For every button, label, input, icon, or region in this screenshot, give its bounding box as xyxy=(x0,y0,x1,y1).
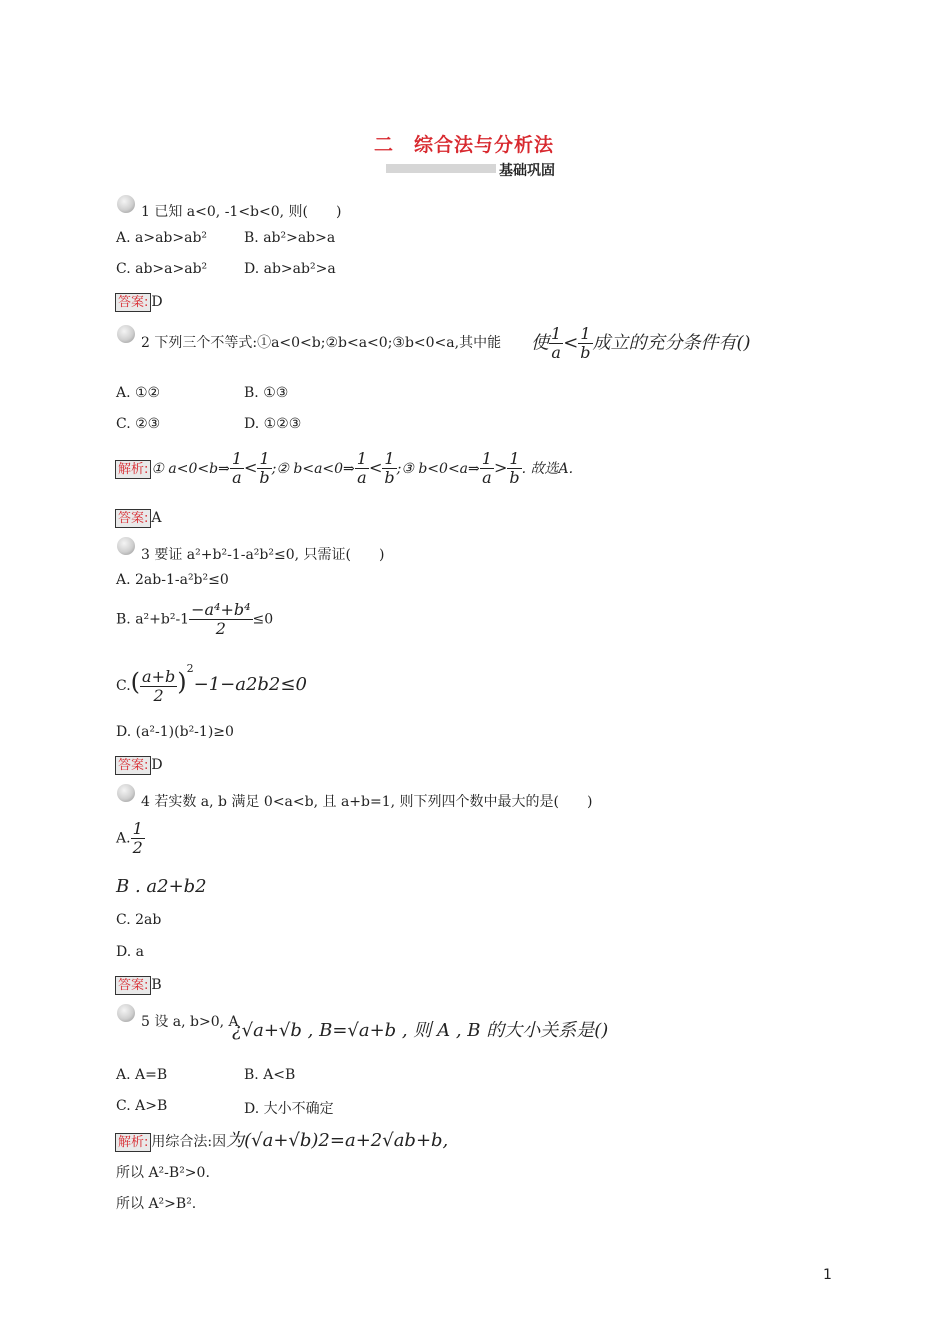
q5-analysis-line-1: 所以 A²-B²>0. xyxy=(116,1165,210,1181)
question-5-condition: ¿√a+√b , B=√a+b , 则 A , B 的大小关系是() xyxy=(232,1020,609,1041)
q1-answer xyxy=(115,291,163,312)
answer-value: A xyxy=(151,510,162,526)
q2-answer xyxy=(115,507,162,528)
q3-option-d: D. (a²-1)(b²-1)≥0 xyxy=(116,724,234,740)
q1-option-b: B. ab²>ab>a xyxy=(244,230,336,246)
answer-tag: 答案: xyxy=(115,293,151,312)
q3-option-c: C.( $\frac{a+b}{2}$ )$^2$−1−a2b2≤0 xyxy=(116,662,307,705)
q1-option-d: D. ab>ab²>a xyxy=(244,261,336,277)
question-2-condition: 使 $\frac{1}{a}$ < $\frac{1}{b}$ 成立的充分条件有() xyxy=(531,324,751,362)
q2-option-b: B. ①③ xyxy=(244,385,289,401)
q4-answer xyxy=(115,974,162,995)
section-subtitle: 基础巩固 xyxy=(499,163,555,179)
q4-option-b: B . a2+b2 xyxy=(116,876,207,897)
analysis-tag: 解析: xyxy=(115,460,151,479)
page-title: 二 综合法与分析法 xyxy=(374,134,555,156)
q3-answer xyxy=(115,754,163,775)
q5-option-b: B. A<B xyxy=(244,1067,296,1083)
question-1-stem: 1 已知 a<0, -1<b<0, 则( ) xyxy=(141,204,342,220)
answer-tag: 答案: xyxy=(115,509,151,528)
section-bar xyxy=(386,164,496,173)
q5-analysis-line-2: 所以 A²>B². xyxy=(116,1196,197,1212)
answer-tag: 答案: xyxy=(115,976,151,995)
question-bubble-icon xyxy=(117,784,135,802)
answer-value: D xyxy=(151,294,163,310)
q5-analysis: 解析: 用综合法:因为(√a+√b)2=a+2√ab+b, xyxy=(115,1126,448,1152)
q2-option-a: A. ①② xyxy=(116,385,161,401)
answer-tag: 答案: xyxy=(115,756,151,775)
q1-option-c: C. ab>a>ab² xyxy=(116,261,208,277)
question-5-stem: 5 设 a, b>0, A xyxy=(141,1014,239,1030)
question-bubble-icon xyxy=(117,195,135,213)
page-number: 1 xyxy=(823,1267,832,1283)
q4-option-d: D. a xyxy=(116,944,144,960)
q3-option-b: B. a²+b²-1 $\frac{\text{−a⁴+b⁴}}{2}$ ≤0 xyxy=(116,600,274,638)
q5-option-a: A. A=B xyxy=(116,1067,168,1083)
answer-value: D xyxy=(151,757,163,773)
question-bubble-icon xyxy=(117,537,135,555)
q5-option-d: D. 大小不确定 xyxy=(244,1101,334,1117)
answer-value: B xyxy=(151,977,162,993)
analysis-tag: 解析: xyxy=(115,1133,151,1152)
question-bubble-icon xyxy=(117,325,135,343)
question-bubble-icon xyxy=(117,1004,135,1022)
q2-option-d: D. ①②③ xyxy=(244,416,302,432)
question-4-stem: 4 若实数 a, b 满足 0<a<b, 且 a+b=1, 则下列四个数中最大的是( ) xyxy=(141,794,593,810)
q3-option-a: A. 2ab-1-a²b²≤0 xyxy=(116,572,229,588)
question-3-stem: 3 要证 a²+b²-1-a²b²≤0, 只需证( ) xyxy=(141,547,385,563)
q4-option-c: C. 2ab xyxy=(116,912,162,928)
q4-option-a: A. $\frac{1}{2}$ xyxy=(116,819,143,857)
q1-option-a: A. a>ab>ab² xyxy=(116,230,208,246)
q2-analysis: 解析: ① a<0<b⇒ $\frac{1}{a}$ < $\frac{1}{b}$ ;② b<a<0⇒ $\frac{1}{a}$ < $\frac{1}{b}$ ;③ b<0<a⇒ $\frac{1}{a}$ > $\frac{1}{b}$ . 故选A. xyxy=(115,450,573,487)
q5-option-c: C. A>B xyxy=(116,1098,168,1114)
q2-option-c: C. ②③ xyxy=(116,416,161,432)
question-2-stem: 2 下列三个不等式:①a<0<b;②b<a<0;③b<0<a,其中能 xyxy=(141,335,502,351)
